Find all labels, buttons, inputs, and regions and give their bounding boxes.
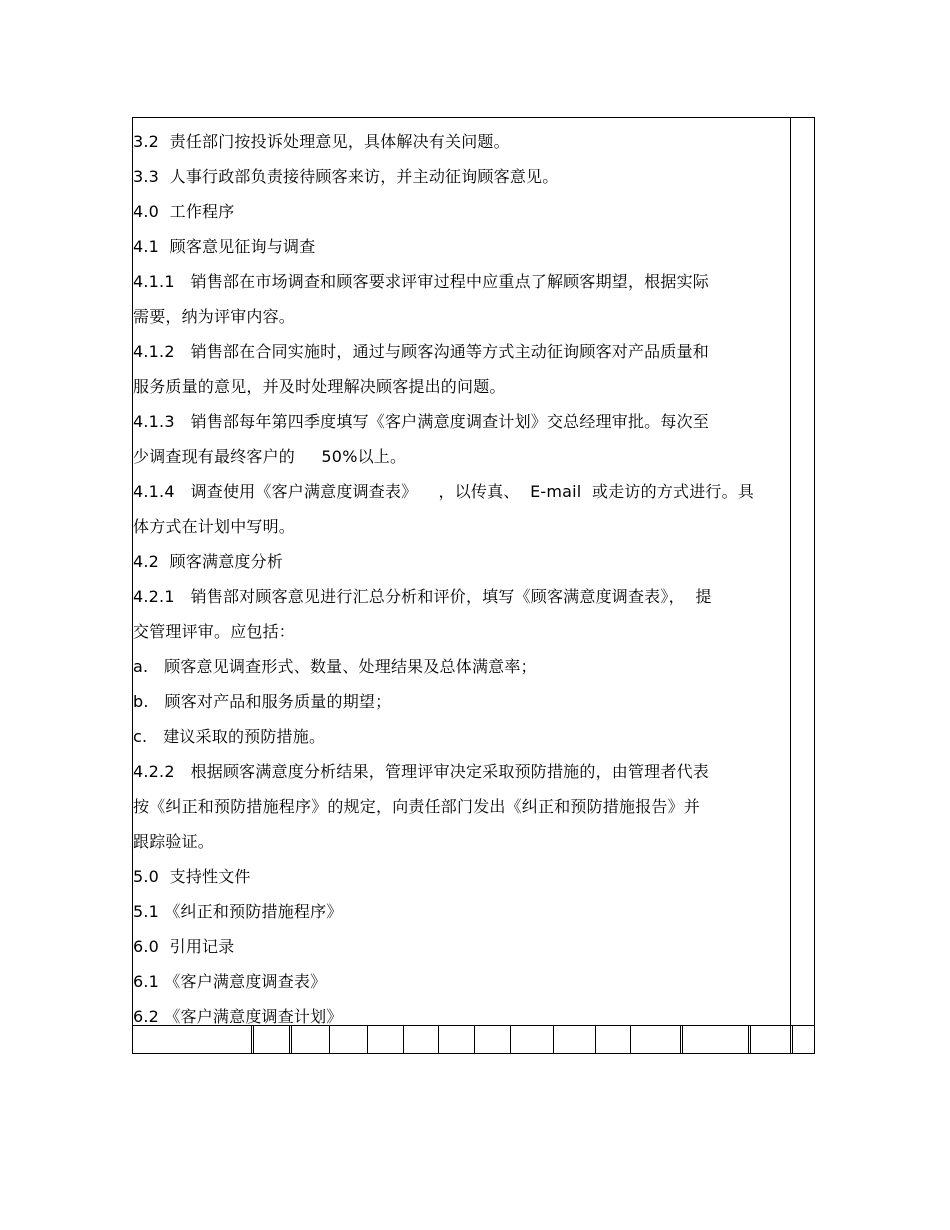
document-text-body — [133, 124, 783, 1025]
text-line: 体方式在计划中写明。 — [133, 517, 296, 536]
text-line: 4.2.1 销售部对顾客意见进行汇总分析和评价，填写《顾客满意度调查表》， 提 — [133, 587, 712, 606]
text-line: c. 建议采取的预防措施。 — [133, 727, 326, 746]
footer-cell — [133, 1026, 254, 1054]
text-line: 4.1.4 调查使用《客户满意度调查表》 ，以传真、 E-mail 或走访的方式进行。具 — [133, 482, 755, 501]
footer-cell — [751, 1026, 793, 1054]
text-line: 4.1.1 销售部在市场调查和顾客要求评审过程中应重点了解顾客期望，根据实际 — [133, 272, 709, 291]
text-line: 3.2 责任部门按投诉处理意见，具体解决有关问题。 — [133, 132, 510, 151]
document-table — [132, 117, 815, 1054]
text-line: 3.3 人事行政部负责接待顾客来访，并主动征询顾客意见。 — [133, 167, 559, 186]
text-line: 交管理评审。应包括： — [133, 622, 296, 641]
text-line: 5.0 支持性文件 — [133, 867, 251, 886]
footer-cell — [683, 1026, 751, 1054]
footer-cell — [368, 1026, 404, 1054]
text-line: 跟踪验证。 — [133, 832, 215, 851]
footer-cell — [292, 1026, 330, 1054]
right-margin-column — [791, 118, 814, 1025]
footer-cell — [793, 1026, 814, 1054]
footer-cell — [554, 1026, 596, 1054]
footer-cell — [511, 1026, 554, 1054]
text-line: 按《纠正和预防措施程序》的规定，向责任部门发出《纠正和预防措施报告》并 — [133, 797, 701, 816]
text-line: 4.2 顾客满意度分析 — [133, 552, 284, 571]
footer-cell — [330, 1026, 368, 1054]
text-line: 4.1.2 销售部在合同实施时，通过与顾客沟通等方式主动征询顾客对产品质量和 — [133, 342, 709, 361]
text-line: 4.1.3 销售部每年第四季度填写《客户满意度调查计划》交总经理审批。每次至 — [133, 412, 709, 431]
text-line: 6.2 《客户满意度调查计划》 — [133, 1007, 343, 1025]
text-line: 4.1 顾客意见征询与调查 — [133, 237, 316, 256]
footer-row — [133, 1025, 814, 1054]
footer-cell — [254, 1026, 292, 1054]
text-line: 5.1 《纠正和预防措施程序》 — [133, 902, 343, 921]
text-line: 6.0 引用记录 — [133, 937, 235, 956]
document-content-cell — [133, 118, 791, 1025]
footer-cell — [404, 1026, 439, 1054]
text-line: a. 顾客意见调查形式、数量、处理结果及总体满意率； — [133, 657, 537, 676]
footer-cell — [439, 1026, 475, 1054]
text-line: 需要，纳为评审内容。 — [133, 307, 296, 326]
text-line: 少调查现有最终客户的 50%以上。 — [133, 447, 407, 466]
text-line: 4.2.2 根据顾客满意度分析结果，管理评审决定采取预防措施的，由管理者代表 — [133, 762, 709, 781]
text-line: b. 顾客对产品和服务质量的期望； — [133, 692, 392, 711]
text-line: 服务质量的意见，并及时处理解决顾客提出的问题。 — [133, 377, 506, 396]
footer-cell — [596, 1026, 631, 1054]
footer-cell — [631, 1026, 683, 1054]
text-line: 6.1 《客户满意度调查表》 — [133, 972, 327, 991]
footer-cell — [475, 1026, 511, 1054]
text-line: 4.0 工作程序 — [133, 202, 235, 221]
